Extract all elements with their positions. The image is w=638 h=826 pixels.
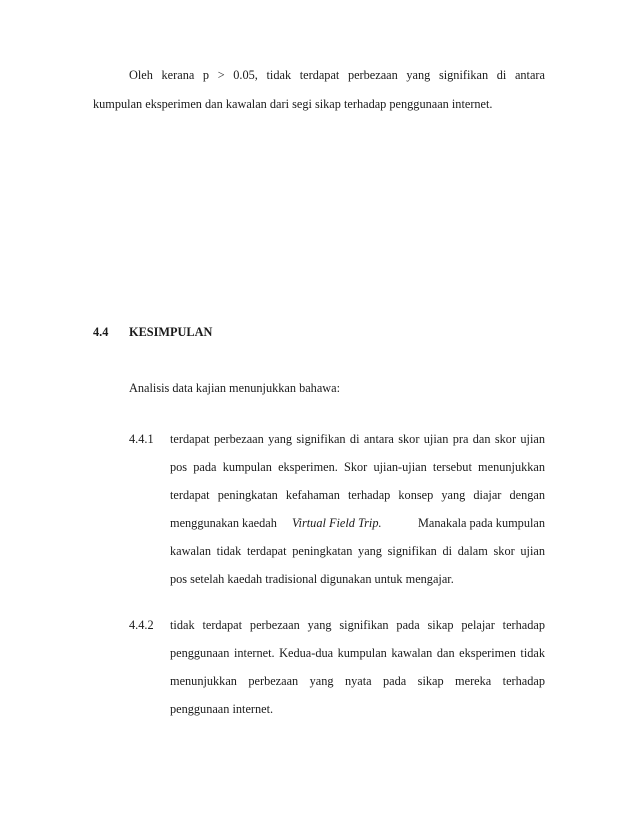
item-text: menggunakan kaedah xyxy=(170,516,277,530)
paragraph-line: Oleh kerana p > 0.05, tidak terdapat perbezaan yang signifikan di antara xyxy=(129,68,545,82)
section-number: 4.4 xyxy=(93,325,109,339)
item-number: 4.4.1 xyxy=(129,432,154,446)
item-number: 4.4.2 xyxy=(129,618,154,632)
intro-text: Analisis data kajian menunjukkan bahawa: xyxy=(129,381,341,395)
item-line-mixed xyxy=(170,516,545,530)
section-title: KESIMPULAN xyxy=(129,325,213,339)
item-line: pos pada kumpulan eksperimen. Skor ujian-ujian tersebut menunjukkan xyxy=(170,460,545,474)
item-line: penggunaan internet. xyxy=(170,702,274,716)
item-line: tidak terdapat perbezaan yang signifikan pada sikap pelajar terhadap xyxy=(170,618,545,632)
item-line: menunjukkan perbezaan yang nyata pada sikap mereka terhadap xyxy=(170,674,545,688)
item-italic-text: Virtual Field Trip. xyxy=(291,516,382,530)
item-text: Manakala pada kumpulan xyxy=(417,516,545,530)
paragraph-line: kumpulan eksperimen dan kawalan dari segi sikap terhadap penggunaan internet. xyxy=(93,97,493,111)
item-line: terdapat peningkatan kefahaman terhadap konsep yang diajar dengan xyxy=(170,488,545,502)
item-line: terdapat perbezaan yang signifikan di antara skor ujian pra dan skor ujian xyxy=(170,432,545,446)
item-line: kawalan tidak terdapat peningkatan yang signifikan di dalam skor ujian xyxy=(170,544,545,558)
item-line: penggunaan internet. Kedua-dua kumpulan kawalan dan eksperimen tidak xyxy=(170,646,545,660)
item-line: pos setelah kaedah tradisional digunakan untuk mengajar. xyxy=(170,572,454,586)
